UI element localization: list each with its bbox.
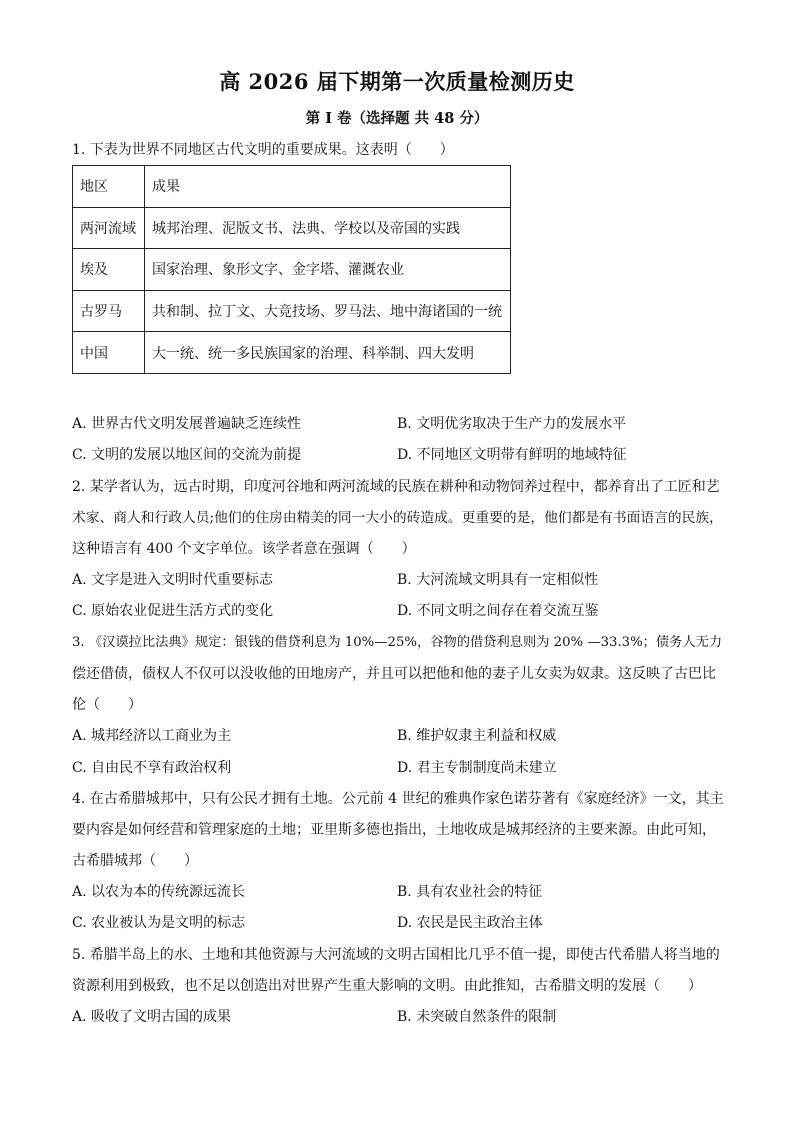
question-3-stem-line: 3. 《汉谟拉比法典》规定：银钱的借贷利息为 10%—25%，谷物的借贷利息则为 20% —33.3%；债务人无力 [72,635,723,650]
table-cell: 中国 [73,332,145,374]
option-d: D. 农民是民主政治主体 [397,915,543,931]
table-header-cell: 地区 [73,166,145,208]
question-2-stem-line: 这种语言有 400 个文字单位。该学者意在强调（ ） [72,541,416,557]
table-cell: 两河流域 [73,207,145,249]
option-c: C. 文明的发展以地区间的交流为前提 [72,447,302,463]
option-d: D. 不同文明之间存在着交流互鉴 [397,603,599,619]
table-row [73,290,511,332]
table-row [73,207,511,249]
option-c: C. 原始农业促进生活方式的变化 [72,603,274,619]
table-row [73,249,511,291]
exam-title: 高 2026 届下期第一次质量检测历史 [219,69,575,94]
table-header-row [73,166,511,208]
table-row [73,332,511,374]
question-1-stem: 1. 下表为世界不同地区古代文明的重要成果。这表明（ ） [72,142,454,158]
option-a: A. 文字是进入文明时代重要标志 [72,572,274,588]
table-header-cell: 成果 [145,166,511,208]
table-cell: 大一统、统一多民族国家的治理、科举制、四大发明 [145,332,511,374]
section-heading: 第 I 卷（选择题 共 48 分） [305,110,489,127]
option-b: B. 未突破自然条件的限制 [397,1009,557,1025]
question-4-stem-line: 要内容是如何经营和管理家庭的土地；亚里斯多德也指出，土地收成是城邦经济的主要来源。由此可知， [72,822,716,838]
option-c: C. 自由民不享有政治权利 [72,760,232,776]
table-cell: 共和制、拉丁文、大竞技场、罗马法、地中海诸国的一统 [145,290,511,332]
option-b: B. 文明优劣取决于生产力的发展水平 [397,416,627,432]
table-cell: 国家治理、象形文字、金字塔、灌溉农业 [145,249,511,291]
question-5-stem-line: 资源利用到极致，也不足以创造出对世界产生重大影响的文明。由此推知，古希腊文明的发展（ ） [72,978,702,994]
option-d: D. 不同地区文明带有鲜明的地域特征 [397,447,627,463]
option-b: B. 具有农业社会的特征 [397,884,543,900]
option-a: A. 世界古代文明发展普遍缺乏连续性 [72,416,302,432]
option-a: A. 以农为本的传统源远流长 [72,884,246,900]
option-a: A. 城邦经济以工商业为主 [72,728,232,744]
question-2-stem-line: 2. 某学者认为，远古时期，印度河谷地和两河流域的民族在耕种和动物饲养过程中，都养育出了工匠和艺 [72,479,720,495]
table-cell: 古罗马 [73,290,145,332]
option-c: C. 农业被认为是文明的标志 [72,915,246,931]
question-2-stem-line: 术家、商人和行政人员;他们的住房由精美的同一大小的砖造成。更重要的是，他们都是有书面语言的民族， [72,510,723,526]
achievements-table [72,165,511,374]
table-cell: 埃及 [73,249,145,291]
question-3-stem-line: 偿还借债，债权人不仅可以没收他的田地房产，并且可以把他和他的妻子儿女卖为奴隶。这反映了古巴比 [72,666,716,682]
table-cell: 城邦治理、泥版文书、法典、学校以及帝国的实践 [145,207,511,249]
question-4-stem-line: 古希腊城邦（ ） [72,853,198,869]
question-5-stem-line: 5. 希腊半岛上的水、土地和其他资源与大河流域的文明古国相比几乎不值一提，即使古代希腊人将当地的 [72,947,720,963]
option-a: A. 吸收了文明古国的成果 [72,1009,232,1025]
question-3-stem-line: 伦（ ） [72,697,142,713]
option-d: D. 君主专制制度尚未建立 [397,760,557,776]
option-b: B. 维护奴隶主利益和权威 [397,728,557,744]
option-b: B. 大河流域文明具有一定相似性 [397,572,599,588]
question-4-stem-line: 4. 在古希腊城邦中，只有公民才拥有土地。公元前 4 世纪的雅典作家色诺芬著有《家庭经济》一文，其主 [72,791,724,807]
